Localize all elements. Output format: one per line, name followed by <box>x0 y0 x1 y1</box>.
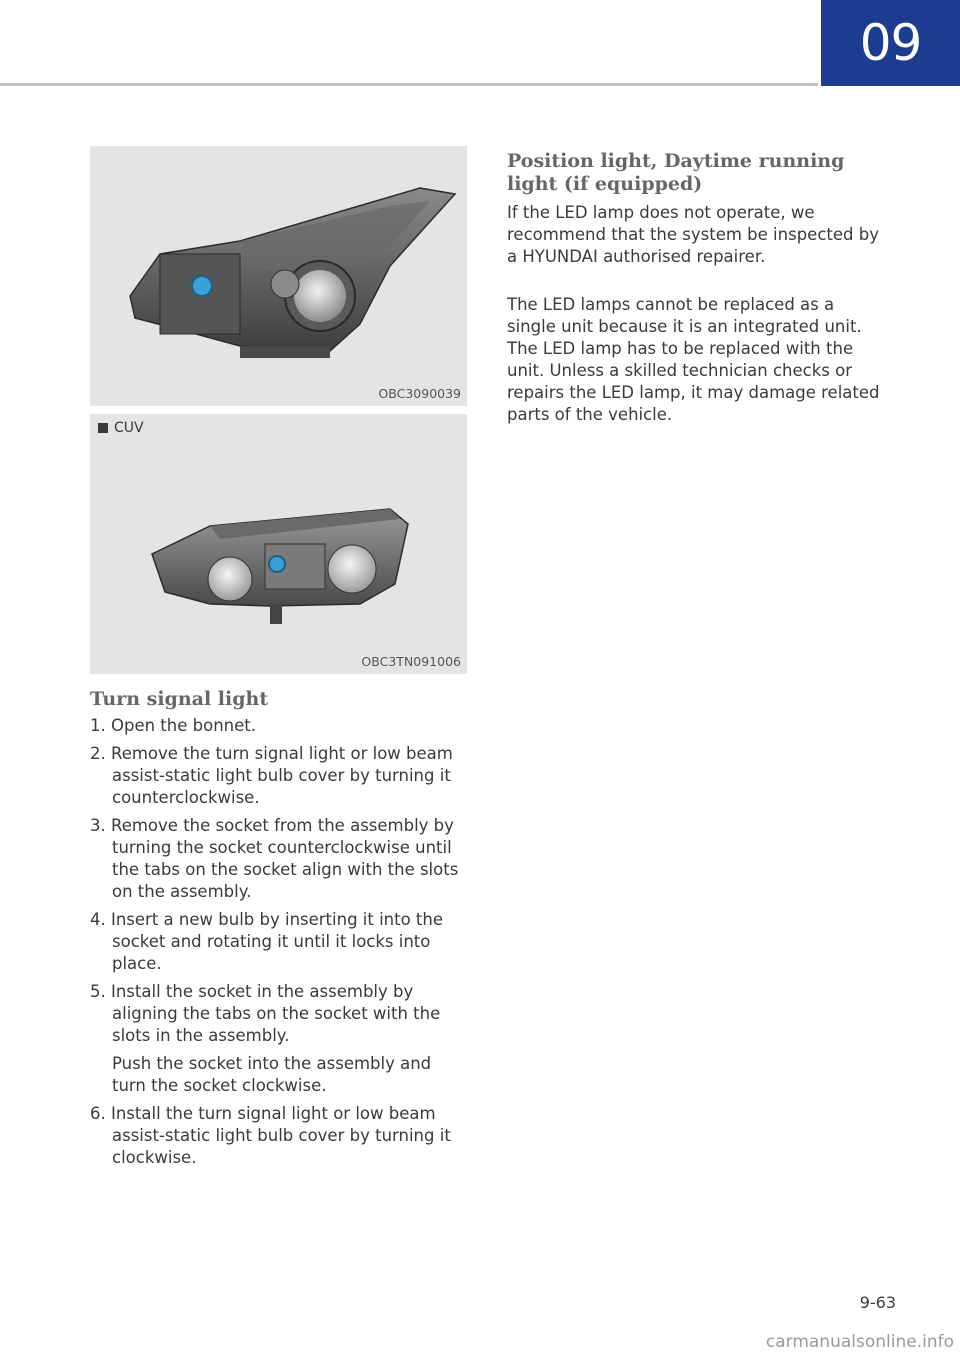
step-item: 3. Remove the socket from the assembly by turning the socket counterclockwise until the tabs on the socket align with the slots on the assembly. <box>90 816 459 901</box>
section-heading-position-light: Position light, Daytime running light (if equipped) <box>507 150 845 195</box>
paragraph: If the LED lamp does not operate, we recommend that the system be inspected by a HYUNDAI authorised repairer. <box>507 203 879 266</box>
section-heading-turn-signal: Turn signal light <box>90 688 269 710</box>
bullet-square-icon <box>98 423 108 433</box>
turn-signal-steps <box>90 715 470 1175</box>
step-text: 5. Install the socket in the assembly by aligning the tabs on the socket with the slots in the assembly. <box>90 982 441 1045</box>
watermark: carmanualsonline.info <box>765 1332 954 1352</box>
headlamp-illustration-2 <box>90 414 467 674</box>
step-item: 6. Install the turn signal light or low beam assist-static light bulb cover by turning it clockwise. <box>90 1104 451 1167</box>
paragraph: The LED lamps cannot be replaced as a single unit because it is an integrated unit. The LED lamp has to be replaced with the unit. Unless a skilled technician checks or repairs the LED lamp, it may damage related parts of the vehicle. <box>507 295 880 424</box>
header-rule <box>0 83 818 86</box>
figure-label-text: CUV <box>114 420 144 436</box>
step-item: 4. Insert a new bulb by inserting it into the socket and rotating it until it locks into place. <box>90 910 444 973</box>
figure-code: OBC3TN091006 <box>361 654 461 669</box>
page-number: 9-63 <box>859 1293 896 1312</box>
bulb-socket-icon <box>269 556 285 572</box>
step-item: 1. Open the bonnet. <box>90 716 256 735</box>
bulb-socket-icon <box>192 276 212 296</box>
headlamp-figure-2 <box>90 414 467 674</box>
step-item: 2. Remove the turn signal light or low beam assist-static light bulb cover by turning it counterclockwise. <box>90 744 453 807</box>
chapter-tab: 09 <box>821 0 960 86</box>
figure-code: OBC3090039 <box>378 386 461 401</box>
headlamp-illustration-1 <box>90 146 467 406</box>
figure-label <box>98 420 144 436</box>
step-subtext: Push the socket into the assembly and turn the socket clockwise. <box>112 1054 432 1095</box>
step-item <box>90 981 470 1097</box>
headlamp-figure-1 <box>90 146 467 406</box>
